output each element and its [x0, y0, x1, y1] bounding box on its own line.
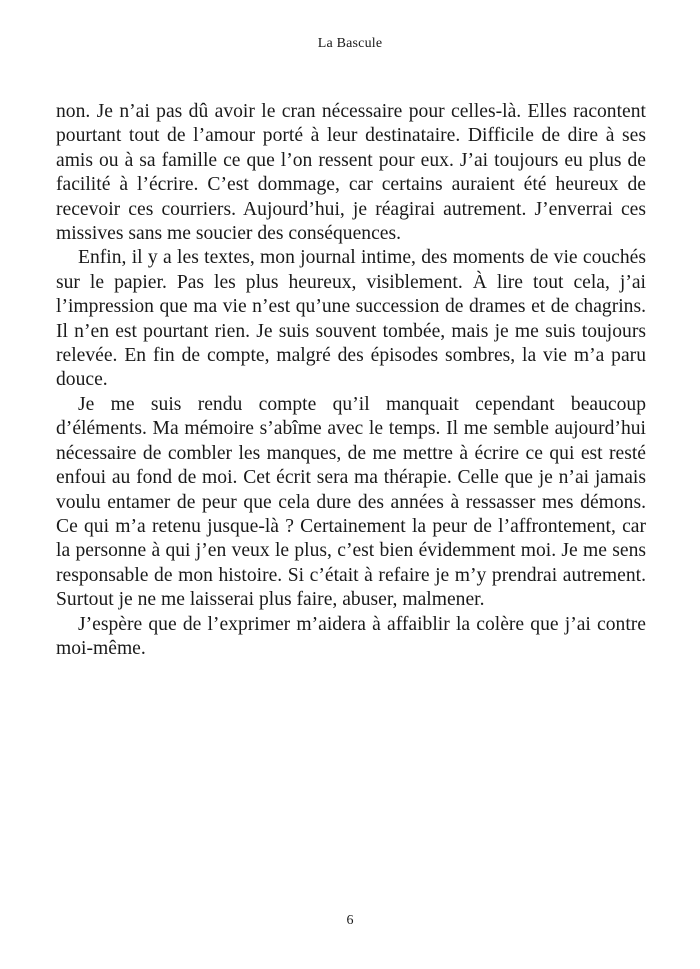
paragraph: Enfin, il y a les textes, mon journal intime, des moments de vie couchés sur le papier. Pas les plus heureux, visiblement. À lire tout cela, j’ai l’impression que ma vie n’est qu’une succession de drames et de chagrins. Il n’en est pourtant rien. Je suis souvent tombée, mais je me suis toujours relevée. En fin de compte, malgré des épisodes sombres, la vie m’a paru douce.	[56, 247, 646, 391]
paragraph-continuation: non. Je n’ai pas dû avoir le cran nécessaire pour celles-là. Elles racontent pourtant tout de l’amour porté à leur destinataire. Difficile de dire à ses amis ou à sa famille ce que l’on ressent pour eux. J’ai toujours eu plus de facilité à l’écrire. C’est dommage, car certains auraient été heureux de recevoir ces courriers. Aujourd’hui, je réagirai autrement. J’enverrai ces missives sans me soucier des conséquences.	[56, 101, 646, 245]
page-number: 6	[346, 913, 354, 928]
body-text	[56, 100, 646, 661]
paragraph: J’espère que de l’exprimer m’aidera à affaiblir la colère que j’ai contre moi-même.	[56, 613, 646, 659]
paragraph: Je me suis rendu compte qu’il manquait cependant beaucoup d’éléments. Ma mémoire s’abîme avec le temps. Il me semble aujourd’hui nécessaire de combler les manques, de me mettre à écrire ce qui est resté enfoui au fond de moi. Cet écrit sera ma thérapie. Celle que je n’ai jamais voulu entamer de peur que cela dure des années à ressasser mes démons. Ce qui m’a retenu jusque-là ? Certainement la peur de l’affrontement, car la personne à qui j’en veux le plus, c’est bien évidemment moi. Je me sens responsable de mon histoire. Si c’était à refaire je m’y prendrai autrement. Surtout je ne me laisserai plus faire, abuser, malmener.	[56, 393, 646, 611]
running-head-title: La Bascule	[317, 36, 383, 51]
